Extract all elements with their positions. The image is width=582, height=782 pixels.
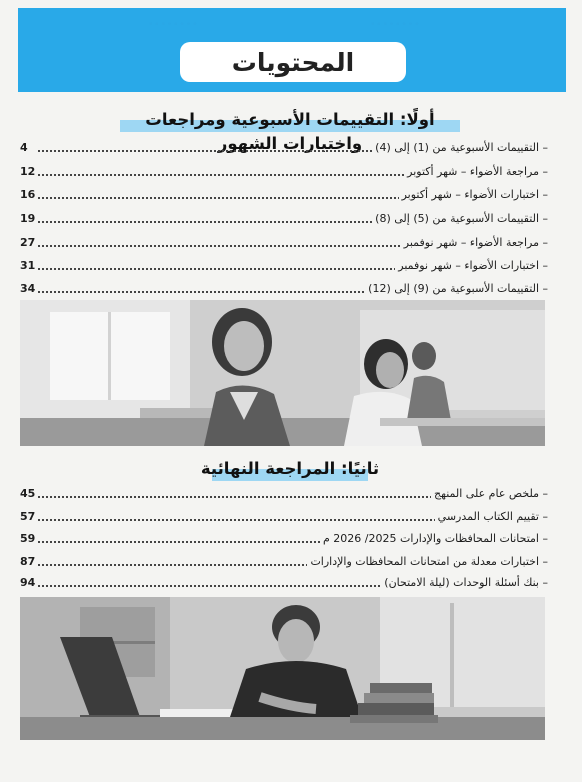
- toc-row[interactable]: [20, 259, 548, 273]
- toc-title: – مراجعة الأضواء – شهر نوفمبر: [401, 236, 548, 249]
- toc-title: – التقييمات الأسبوعية من (9) إلى (12): [365, 282, 548, 295]
- toc-title: – اختبارات الأضواء – شهر أكتوبر: [399, 188, 548, 201]
- toc-page-number: 4: [20, 141, 28, 154]
- toc-page-number: 34: [20, 282, 36, 295]
- toc-row[interactable]: [20, 510, 548, 524]
- toc-page-number: 27: [20, 236, 36, 249]
- section-2-heading: [120, 457, 460, 483]
- classroom-photo: [20, 300, 545, 446]
- toc-page-number: 19: [20, 212, 36, 225]
- toc-page-number: 87: [20, 555, 36, 568]
- section-1-heading-text: أولًا: التقييمات الأسبوعية ومراجعات واختبارات الشهور: [145, 110, 435, 153]
- toc-title: – ملخص عام على المنهج: [431, 487, 548, 500]
- toc-page-number: 45: [20, 487, 36, 500]
- toc-title: – التقييمات الأسبوعية من (5) إلى (8): [372, 212, 548, 225]
- toc-row[interactable]: [20, 212, 548, 226]
- toc-page-number: 16: [20, 188, 36, 201]
- toc-row[interactable]: [20, 282, 548, 296]
- header-dots-left: ••••••••: [148, 20, 199, 30]
- toc-title: – امتحانات المحافظات والإدارات 2025/ 2026 م: [320, 532, 548, 545]
- section-1-heading: [120, 108, 460, 153]
- section-2-heading-text: ثانيًا: المراجعة النهائية: [200, 459, 380, 478]
- toc-row[interactable]: [20, 141, 548, 155]
- toc-title: – بنك أسئلة الوحدات (ليلة الامتحان): [381, 576, 548, 589]
- toc-row[interactable]: [20, 188, 548, 202]
- toc-page-number: 31: [20, 259, 36, 272]
- toc-title: – مراجعة الأضواء – شهر أكتوبر: [404, 165, 548, 178]
- toc-row[interactable]: [20, 165, 548, 179]
- page-title: المحتويات: [231, 47, 355, 77]
- header-dots-right: ••••••••: [370, 20, 421, 30]
- toc-row[interactable]: [20, 236, 548, 250]
- toc-page-number: 59: [20, 532, 36, 545]
- toc-row[interactable]: [20, 576, 548, 590]
- toc-row[interactable]: [20, 487, 548, 501]
- header-title-box: [180, 42, 406, 82]
- toc-title: – التقييمات الأسبوعية من (1) إلى (4): [372, 141, 548, 154]
- studying-photo: [20, 597, 545, 740]
- toc-page-number: 94: [20, 576, 36, 589]
- toc-page-number: 57: [20, 510, 36, 523]
- toc-row[interactable]: [20, 555, 548, 569]
- toc-row[interactable]: [20, 532, 548, 546]
- toc-title: – اختبارات الأضواء – شهر نوفمبر: [395, 259, 548, 272]
- toc-page-number: 12: [20, 165, 36, 178]
- toc-title: – اختبارات معدلة من امتحانات المحافظات والإدارات: [307, 555, 548, 568]
- toc-title: – تقييم الكتاب المدرسي: [435, 510, 548, 523]
